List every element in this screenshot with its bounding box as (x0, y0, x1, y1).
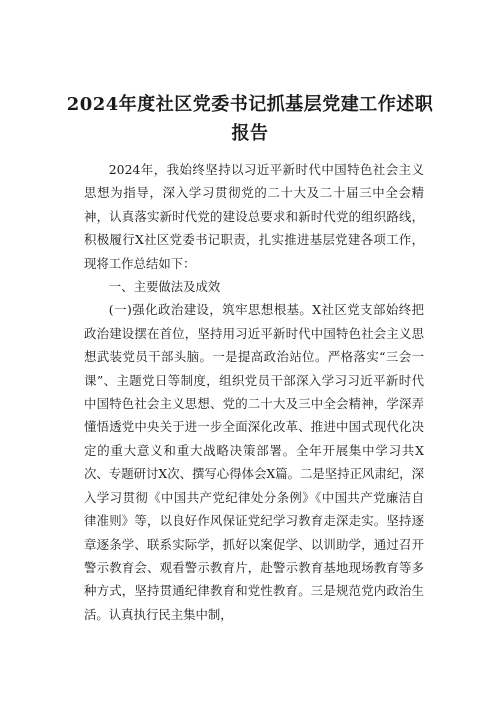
document-body (84, 158, 424, 626)
section-1-heading: 一、主要做法及成效 (108, 279, 221, 295)
section-1-paragraph-1: (一)强化政治建设，筑牢思想根基。X社区党支部始终把政治建设摆在首位，坚持用习近平新时代中国特色社会主义思想武装党员干部头脑。一是提高政治站位。严格落实“三会一课”、主题党日等制度，组织党员干部深入学习习近平新时代中国特色社会主义思想、党的二十大及三中全会精神，学深弄懂悟透党中央关于进一步全面深化改革、推进中国式现代化决定的重大意义和重大战略决策部署。全年开展集中学习共X次、专题研讨X次、撰写心得体会X篇。二是坚持正风肃纪，深入学习贯彻《中国共产党纪律处分条例》《中国共产党廉洁自律准则》等，以良好作风保证党纪学习教育走深走实。坚持逐章逐条学、联系实际学，抓好以案促学、以训助学，通过召开警示教育会、观看警示教育片，赴警示教育基地现场教育等多种方式，坚持贯通纪律教育和党性教育。三是规范党内政治生活。认真执行民主集中制， (84, 302, 424, 622)
document-title (60, 90, 440, 148)
document-title-line-1: 2024年度社区党委书记抓基层党建工作述职 (66, 94, 434, 115)
intro-paragraph: 2024年，我始终坚持以习近平新时代中国特色社会主义思想为指导，深入学习贯彻党的二十大及二十届三中全会精神，认真落实新时代党的建设总要求和新时代党的组织路线，积极履行X社区党委书记职责，扎实推进基层党建各项工作，现将工作总结如下： (84, 162, 424, 271)
document-title-line-2: 报告 (231, 123, 269, 144)
